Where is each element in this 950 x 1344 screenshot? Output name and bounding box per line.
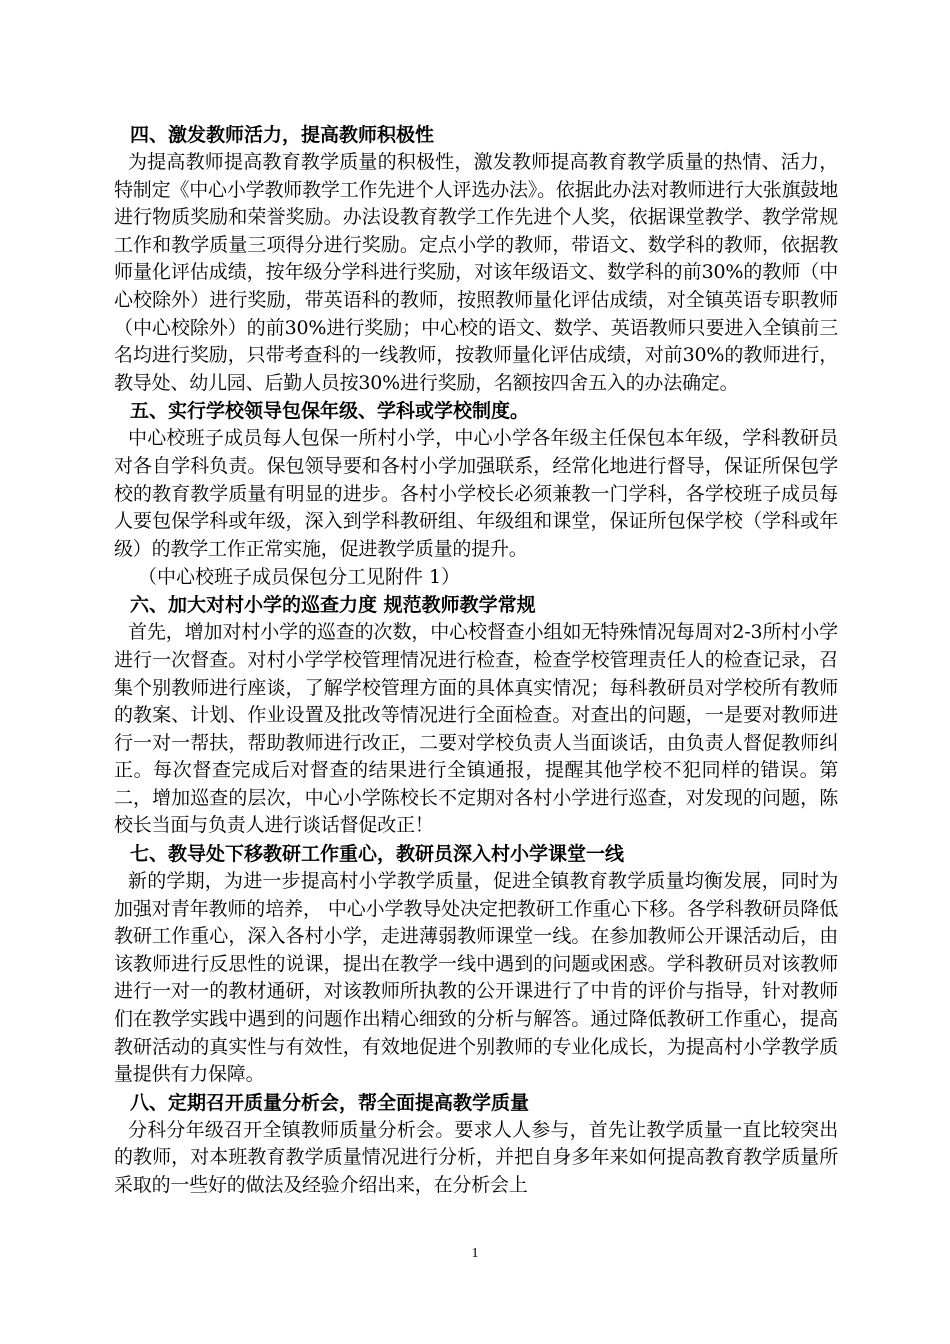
section-heading: 五、实行学校领导包保年级、学科或学校制度。 — [130, 400, 530, 423]
section-heading: 八、定期召开质量分析会，帮全面提高教学质量 — [130, 1091, 530, 1114]
page-number: 1 — [471, 1246, 479, 1261]
section-paragraph: 为提高教师提高教育教学质量的积极性，激发教师提高教育教学质量的热情、活力，特制定《中心小学教师教学工作先进个人评选办法》。依据此办法对教师进行大张旗鼓地进行物质奖励和荣誉奖励。办法设教育教学工作先进个人奖，依据课堂教学、教学常规工作和教学质量三项得分进行奖励。定点小学的教师，带语文、数学科的教师，依据教师量化评估成绩，按年级分学科进行奖励，对该年级语文、数学科的前30%的教师（中心校除外）进行奖励，带英语科的教师，按照教师量化评估成绩，对全镇英语专职教师（中心校除外）的前30%进行奖励；中心校的语文、数学、英语教师只要进入全镇前三名均进行奖励，只带考查科的一线教师，按教师量化评估成绩，对前30%的教师进行，教导处、幼儿园、后勤人员按30%进行奖励，名额按四舍五入的办法确定。 — [114, 151, 838, 394]
section-heading: 六、加大对村小学的巡查力度 规范教师教学常规 — [130, 594, 536, 617]
section-heading: 四、激发教师活力，提高教师积极性 — [130, 124, 435, 146]
section-note: （中心校班子成员保包分工见附件 1） — [138, 566, 461, 589]
section-heading: 七、教导处下移教研工作重心，教研员深入村小学课堂一线 — [130, 843, 625, 866]
section-paragraph: 新的学期，为进一步提高村小学教学质量，促进全镇教育教学质量均衡发展，同时为加强对青年教师的培养， 中心小学教导处决定把教研工作重心下移。各学科教研员降低教研工作重心，深入各村小学，走进薄弱教师课堂一线。在参加教师公开课活动后，由该教师进行反思性的说课，提出在教学一线中遇到的问题或困惑。学科教研员对该教师进行一对一的教材通研，对该教师所执教的公开课进行了中肯的评价与指导，针对教师们在教学实践中遇到的问题作出精心细致的分析与解答。通过降低教研工作重心，提高教研活动的真实性与有效性，有效地促进个别教师的专业化成长，为提高村小学教学质量提供有力保障。 — [114, 870, 838, 1086]
section-paragraph: 中心校班子成员每人包保一所村小学，中心小学各年级主任保包本年级，学科教研员对各自学科负责。保包领导要和各村小学加强联系，经常化地进行督导，保证所保包学校的教育教学质量有明显的进步。各村小学校长必须兼教一门学科，各学校班子成员每人要包保学科或年级，深入到学科教研组、年级组和课堂，保证所包保学校（学科或年级）的教学工作正常实施，促进教学质量的提升。 — [114, 427, 838, 560]
section-paragraph: 首先，增加对村小学的巡查的次数，中心校督查小组如无特殊情况每周对2-3所村小学进行一次督查。对村小学学校管理情况进行检查，检查学校管理责任人的检查记录，召集个别教师进行座谈，了解学校管理方面的具体真实情况；每科教研员对学校所有教师的教案、计划、作业设置及批改等情况进行全面检查。对查出的问题，一是要对教师进行一对一帮扶，帮助教师进行改正，二要对学校负责人当面谈话，由负责人督促教师纠正。每次督查完成后对督查的结果进行全镇通报，提醒其他学校不犯同样的错误。第二，增加巡查的层次，中心小学陈校长不定期对各村小学进行巡查，对发现的问题，陈校长当面与负责人进行谈话督促改正！ — [114, 621, 838, 837]
section-paragraph: 分科分年级召开全镇教师质量分析会。要求人人参与，首先让教学质量一直比较突出的教师，对本班教育教学质量情况进行分析，并把自身多年来如何提高教育教学质量所采取的一些好的做法及经验介绍出来，在分析会上 — [114, 1118, 838, 1196]
document-page — [114, 121, 838, 1200]
